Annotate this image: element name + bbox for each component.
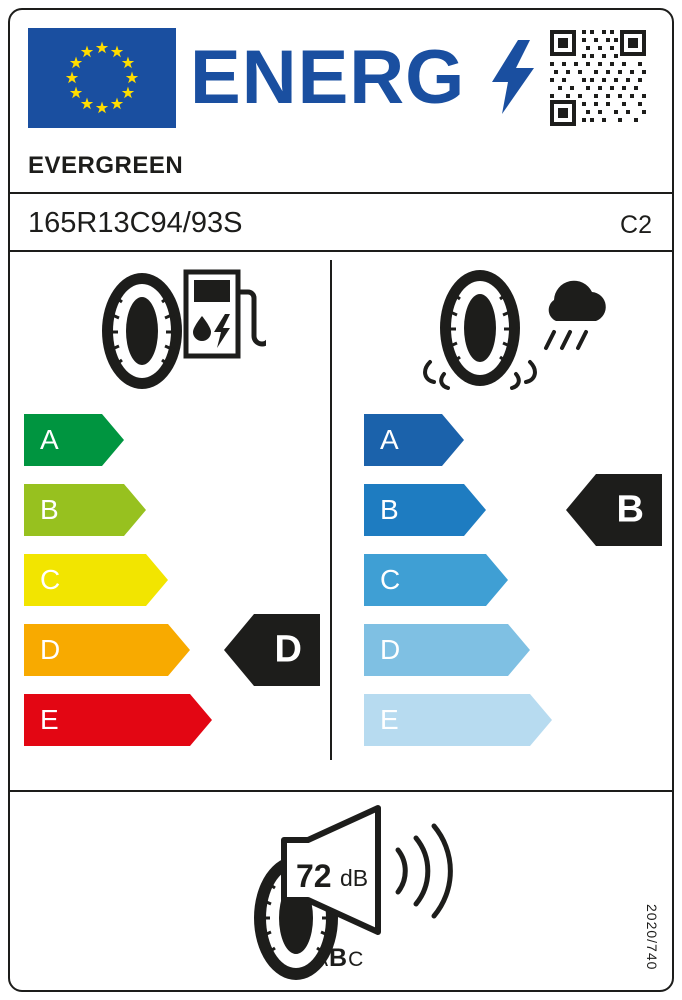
fuel-grade-D-letter: D xyxy=(40,634,61,665)
fuel-grade-B-letter: B xyxy=(40,494,59,525)
fuel-grade-C xyxy=(24,554,168,606)
wet-rating-letter: B xyxy=(616,488,644,531)
noise-value: 72 xyxy=(296,858,332,894)
noise-class-a: A xyxy=(314,948,330,971)
wet-grade-B xyxy=(364,484,486,536)
wet-grade-A-bar xyxy=(364,414,464,466)
divider-under-size xyxy=(10,250,672,252)
fuel-grade-E xyxy=(24,694,212,746)
wet-grade-D xyxy=(364,624,530,676)
wet-grade-B-letter: B xyxy=(380,494,399,525)
wet-rating-marker xyxy=(566,474,662,546)
wet-grade-A-letter: A xyxy=(380,424,399,455)
eu-flag-svg xyxy=(28,28,176,128)
page-title: ENERG xyxy=(190,35,466,120)
rain-cloud-tyre-icon xyxy=(414,266,614,411)
eu-flag-icon xyxy=(28,28,176,128)
fuel-grade-A-letter: A xyxy=(40,424,59,455)
fuel-grade-A-bar xyxy=(24,414,124,466)
fuel-grade-D xyxy=(24,624,190,676)
divider-top xyxy=(10,192,672,194)
wet-grade-E-letter: E xyxy=(380,704,399,735)
fuel-grade-E-letter: E xyxy=(40,704,59,735)
wet-grade-C xyxy=(364,554,508,606)
noise-class-scale xyxy=(314,944,364,973)
qr-code-icon xyxy=(548,28,648,128)
fuel-grade-A xyxy=(24,414,124,466)
wet-grade-D-letter: D xyxy=(380,634,401,665)
fuel-grade-B xyxy=(24,484,146,536)
noise-unit: dB xyxy=(340,865,369,891)
supplier-brand: EVERGREEN xyxy=(28,152,184,179)
divider-above-noise xyxy=(10,790,672,792)
divider-vertical xyxy=(330,260,332,760)
fuel-pump-tyre-icon xyxy=(86,266,266,401)
noise-class-b: B xyxy=(329,944,349,972)
regulation-code: 2020/740 xyxy=(644,903,660,970)
wet-grade-C-letter: C xyxy=(380,564,401,595)
fuel-rating-letter: D xyxy=(274,628,302,671)
wet-grade-E xyxy=(364,694,552,746)
lightning-bolt-icon xyxy=(492,40,534,114)
tyre-size-designation: 165R13C94/93S xyxy=(28,207,243,239)
wet-grade-A xyxy=(364,414,464,466)
tyre-class: C2 xyxy=(620,211,652,239)
noise-class-c: C xyxy=(348,948,365,971)
fuel-rating-marker xyxy=(224,614,320,686)
fuel-grade-C-letter: C xyxy=(40,564,61,595)
